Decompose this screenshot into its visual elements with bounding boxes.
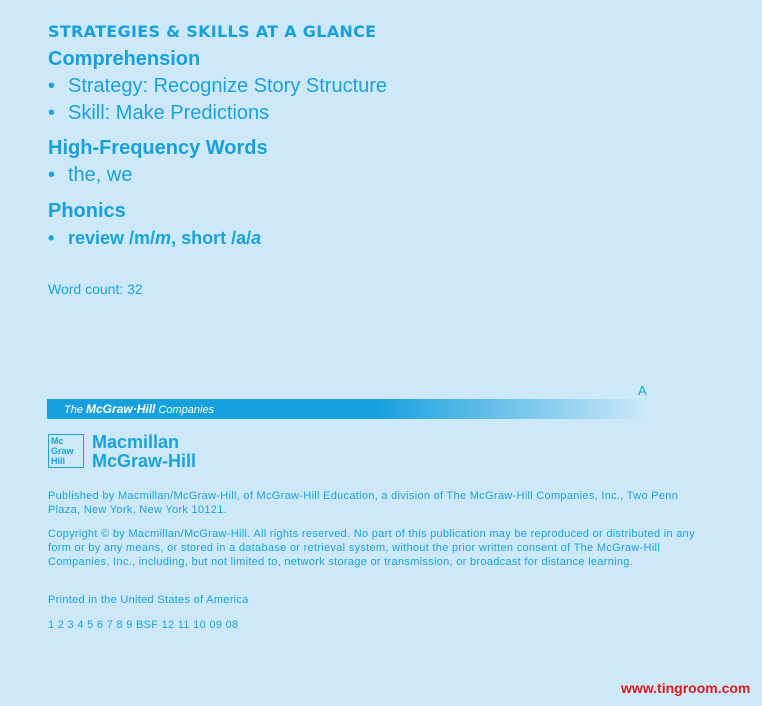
hfw-title: High-Frequency Words: [48, 137, 268, 159]
list-item: [48, 228, 261, 249]
bullet-dot: •: [48, 102, 56, 124]
publisher-banner: [47, 399, 647, 419]
logo-line: Graw: [51, 446, 74, 456]
watermark: www.tingroom.com: [621, 680, 751, 696]
phonics-letter-a: a: [251, 228, 262, 248]
logo-line: Hill: [51, 456, 66, 466]
banner-companies: Companies: [155, 404, 215, 416]
published-notice: Published by Macmillan/McGraw-Hill, of McGraw-Hill Education, a division of The McGraw-Hill Companies, Inc., Two Penn Plaza, New York, New York 10121.: [48, 490, 679, 516]
list-item: [48, 75, 387, 98]
copyright-notice: Copyright © by Macmillan/McGraw-Hill. All rights reserved. No part of this publication may be reproduced or distributed in any form or by any means, or stored in a database or retrieval system, without the prior written consent of The McGraw-Hill Companies, Inc., including, but not limited to, network storage or transmission, or broadcast for distance learning.: [48, 528, 695, 568]
banner-brand: McGraw·Hill: [86, 402, 156, 416]
comprehension-title: Comprehension: [48, 48, 201, 70]
bullet-dot: •: [48, 75, 56, 97]
logo-line: Mc: [51, 436, 64, 446]
page-heading: STRATEGIES & SKILLS AT A GLANCE: [48, 22, 377, 41]
phonics-title: Phonics: [48, 200, 126, 222]
comprehension-skill: Skill: Make Predictions: [68, 102, 270, 124]
printed-in: Printed in the United States of America: [48, 594, 249, 606]
banner-text: [64, 402, 214, 416]
hfw-words: the, we: [68, 164, 133, 186]
phonics-short-a: , short /a/: [171, 228, 252, 248]
bullet-dot: •: [48, 164, 56, 186]
bullet-dot: •: [48, 228, 55, 248]
print-line: 1 2 3 4 5 6 7 8 9 BSF 12 11 10 09 08: [48, 619, 239, 631]
phonics-review: review /m/: [68, 228, 156, 248]
list-item: [48, 102, 269, 125]
list-item: [48, 164, 132, 187]
publisher-name-line1: Macmillan: [92, 432, 180, 452]
publisher-name-line2: McGraw-Hill: [92, 451, 197, 471]
level-letter: A: [638, 383, 647, 398]
phonics-letter-m: m: [155, 228, 172, 248]
publisher-name: [92, 433, 196, 471]
mcgraw-hill-logo-icon: [48, 434, 84, 468]
banner-the: The: [64, 404, 87, 416]
word-count: Word count: 32: [48, 281, 143, 297]
comprehension-strategy: Strategy: Recognize Story Structure: [68, 75, 388, 97]
